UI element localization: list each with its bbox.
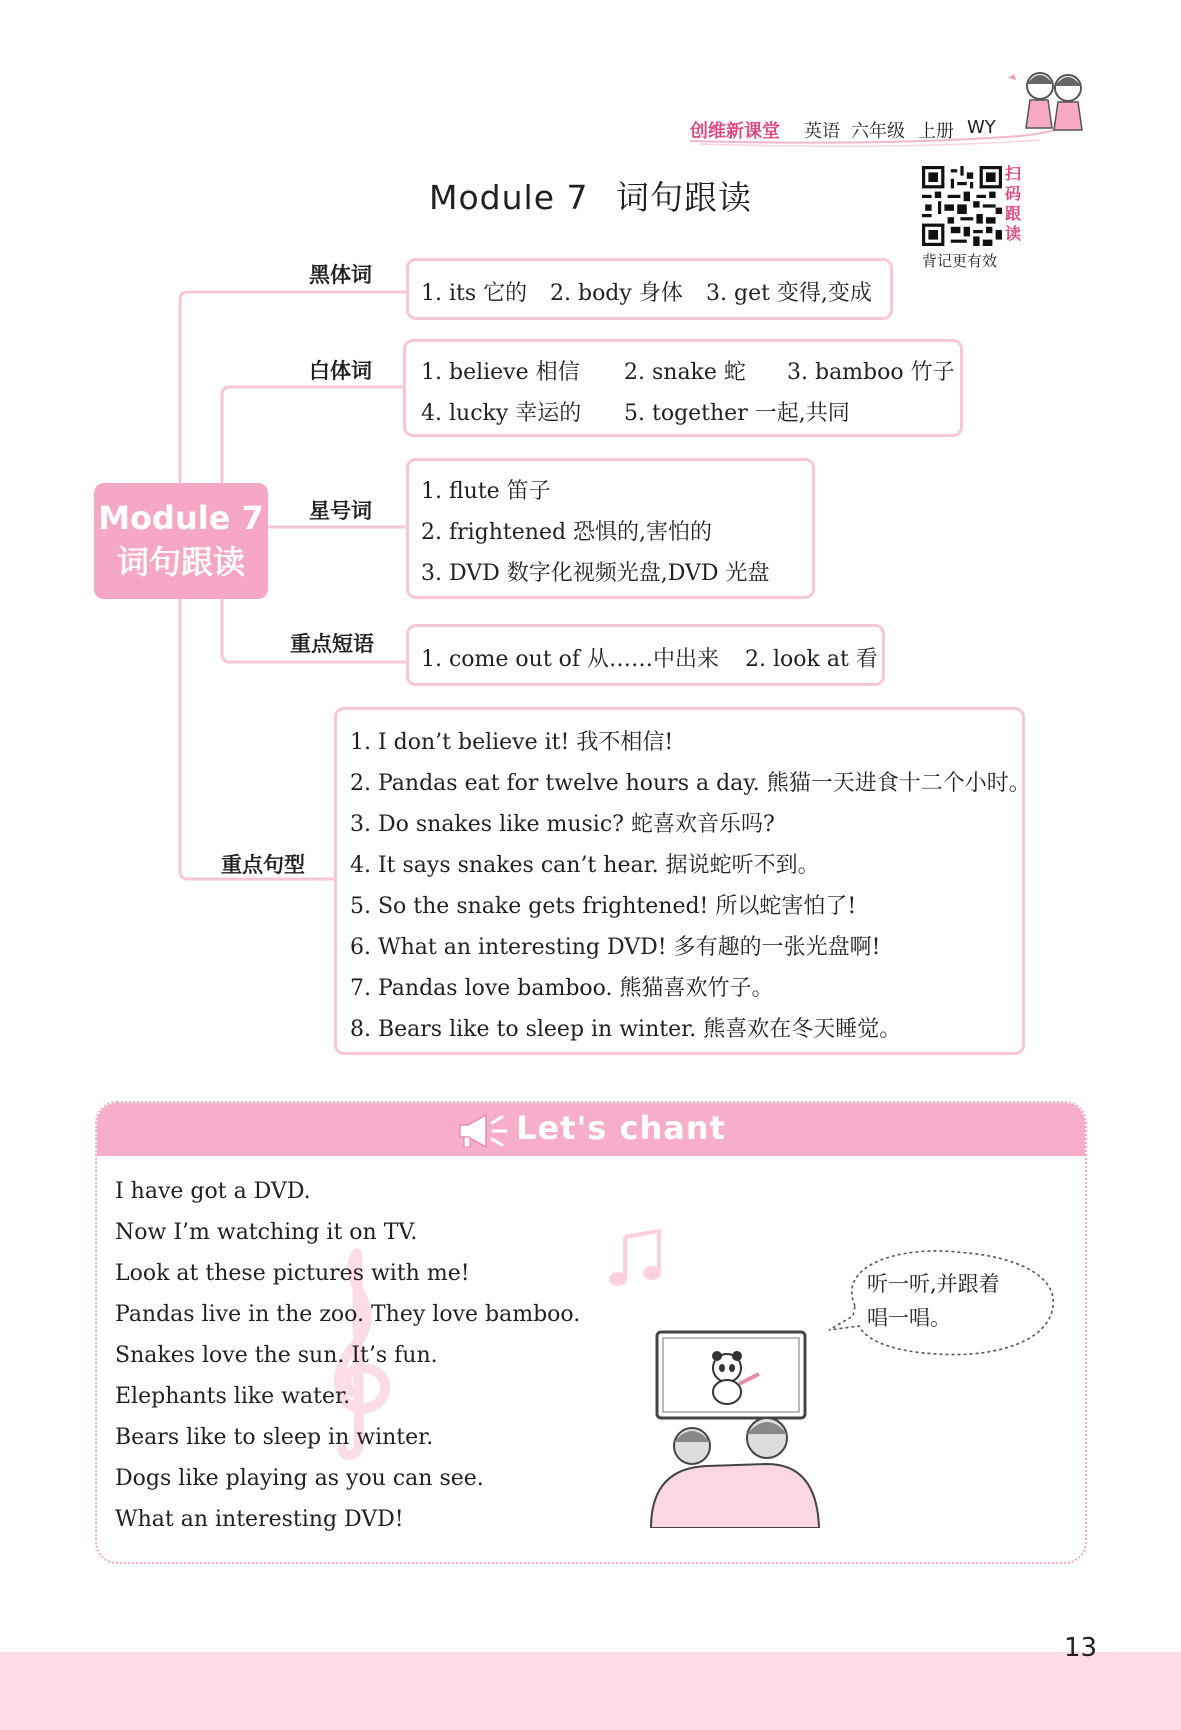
qr-side-char: 跟 — [1005, 204, 1022, 223]
page-title-module: Module 7 — [429, 178, 589, 217]
star-words-box — [406, 458, 815, 599]
sentence-item: 4. It says snakes can’t hear. 据说蛇听不到。 — [350, 853, 820, 878]
sentences-box — [334, 707, 1031, 1055]
chant-line: Pandas live in the zoo. They love bamboo. — [115, 1302, 581, 1327]
kids-watching-tv-illustration — [647, 1328, 827, 1528]
plain-word-item: 5. together 一起,共同 — [624, 401, 850, 426]
sentence-item: 7. Pandas love bamboo. 熊猫喜欢竹子。 — [350, 976, 774, 1001]
qr-side-label — [1005, 164, 1025, 244]
center-node-module: Module 7 — [98, 499, 264, 537]
chant-line: Elephants like water. — [115, 1384, 351, 1409]
mindmap-center-node — [94, 483, 268, 599]
star-word-item: 1. flute 笛子 — [421, 479, 551, 504]
qr-caption: 背记更有效 — [922, 252, 998, 270]
page-title — [0, 172, 1181, 219]
chant-line: Now I’m watching it on TV. — [115, 1220, 418, 1245]
chant-section — [95, 1101, 1087, 1564]
sentence-item: 6. What an interesting DVD! 多有趣的一张光盘啊! — [350, 935, 881, 960]
bold-words-box — [406, 258, 893, 320]
sentences-label: 重点句型 — [221, 853, 305, 877]
header-volume: 上册 — [918, 121, 954, 142]
sentence-item: 1. I don’t believe it! 我不相信! — [350, 730, 674, 755]
chant-line: Look at these pictures with me! — [115, 1261, 470, 1286]
plain-word-item: 3. bamboo 竹子 — [787, 360, 955, 385]
chant-title-text: Let's chant — [516, 1109, 726, 1147]
header-decoration — [0, 0, 1181, 160]
phrases-label: 重点短语 — [290, 632, 374, 656]
chant-line: Bears like to sleep in winter. — [115, 1425, 434, 1450]
header-subject: 英语 — [804, 121, 840, 142]
header-edition: WY — [967, 117, 996, 138]
sentence-item: 8. Bears like to sleep in winter. 熊喜欢在冬天睡觉。 — [350, 1017, 902, 1042]
sentence-item: 2. Pandas eat for twelve hours a day. 熊猫一天进食十二个小时。 — [350, 771, 1031, 796]
phrases-box — [406, 624, 885, 686]
header-brand: 创维新课堂 — [690, 121, 780, 142]
page-number: 13 — [1064, 1633, 1098, 1663]
chant-line: Dogs like playing as you can see. — [115, 1466, 484, 1491]
qr-code-icon[interactable] — [922, 166, 1002, 246]
qr-side-char: 码 — [1005, 184, 1022, 203]
qr-side-char: 读 — [1005, 224, 1022, 243]
bold-word-item: 3. get 变得,变成 — [706, 281, 872, 306]
bold-word-item: 1. its 它的 — [421, 281, 528, 306]
star-word-item: 3. DVD 数字化视频光盘,DVD 光盘 — [421, 561, 770, 586]
center-node-topic: 词句跟读 — [116, 543, 245, 581]
bubble-line: 唱一唱。 — [867, 1306, 951, 1330]
bubble-line: 听一听,并跟着 — [867, 1272, 1000, 1296]
bold-words-label: 黑体词 — [309, 263, 372, 287]
chant-line: I have got a DVD. — [115, 1179, 311, 1204]
speech-bubble-text — [867, 1267, 1000, 1335]
chant-line: What an interesting DVD! — [115, 1507, 404, 1532]
footer-band — [0, 1652, 1181, 1730]
sentence-item: 3. Do snakes like music? 蛇喜欢音乐吗? — [350, 812, 775, 837]
phrase-item: 1. come out of 从……中出来 — [421, 647, 720, 672]
star-words-label: 星号词 — [309, 499, 372, 523]
megaphone-icon — [456, 1109, 510, 1151]
mascot-kids-icon — [1008, 73, 1082, 130]
chant-line: Snakes love the sun. It’s fun. — [115, 1343, 438, 1368]
qr-side-char: 扫 — [1005, 164, 1022, 183]
plain-words-box — [403, 339, 963, 437]
sentence-item: 5. So the snake gets frightened! 所以蛇害怕了! — [350, 894, 857, 919]
star-word-item: 2. frightened 恐惧的,害怕的 — [421, 520, 713, 545]
page-title-topic: 词句跟读 — [615, 178, 752, 217]
plain-words-label: 白体词 — [309, 359, 372, 383]
chant-title — [97, 1109, 1085, 1151]
plain-word-item: 2. snake 蛇 — [624, 360, 746, 385]
music-note-icon — [607, 1227, 667, 1291]
bold-word-item: 2. body 身体 — [550, 281, 683, 306]
header-grade: 六年级 — [851, 121, 905, 142]
phrase-item: 2. look at 看 — [745, 647, 878, 672]
plain-word-item: 4. lucky 幸运的 — [421, 401, 582, 426]
plain-word-item: 1. believe 相信 — [421, 360, 580, 385]
